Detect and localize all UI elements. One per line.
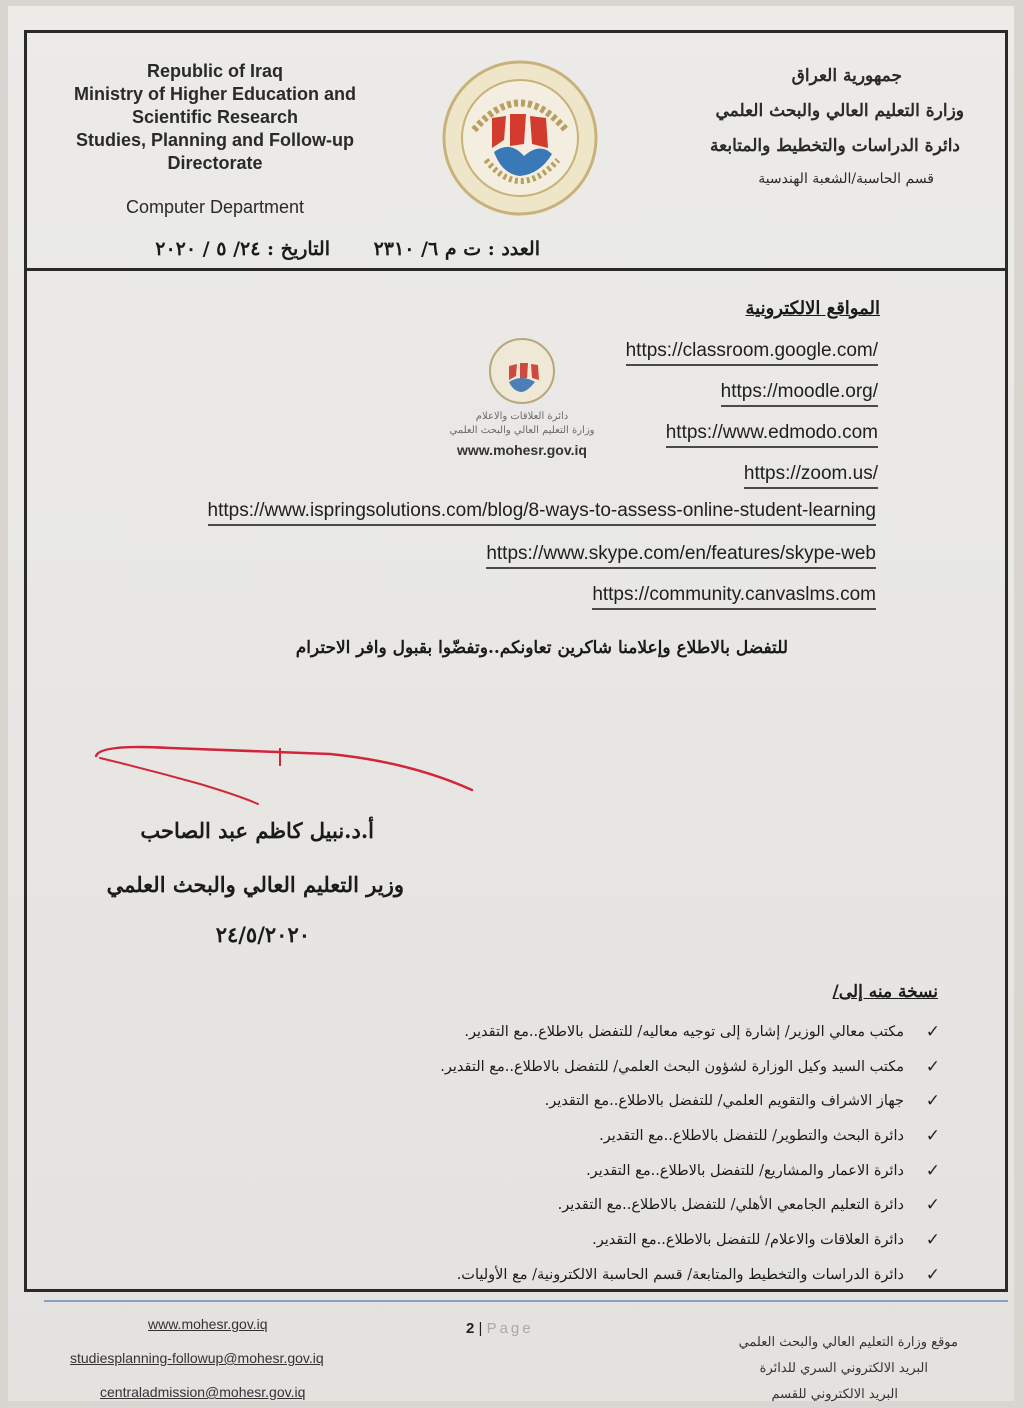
stamp-logo-icon — [487, 336, 557, 406]
copy-recipient: دائرة التعليم الجامعي الأهلي/ للتفضل بالاطلاع..مع التقدير. — [557, 1197, 904, 1214]
footer-ar-line: البريد الالكتروني السري للدائرة — [759, 1361, 928, 1376]
checkmark-icon: ✓ — [925, 1126, 940, 1147]
page-number-value: 2 — [466, 1320, 475, 1337]
copy-recipient: دائرة الاعمار والمشاريع/ للتفضل بالاطلاع..مع التقدير. — [586, 1162, 904, 1179]
page-number — [466, 1320, 534, 1337]
reference-line — [60, 238, 980, 268]
link-zoom[interactable]: https://zoom.us/ — [744, 463, 878, 489]
signature-icon — [90, 740, 490, 820]
signer-title: وزير التعليم العالي والبحث العلمي — [106, 872, 404, 897]
closing-thanks: للتفضل بالاطلاع وإعلامنا شاكرين تعاونكم..وتفضّوا بقبول وافر الاحترام — [295, 638, 788, 658]
ar-section: قسم الحاسبة/الشعبة الهندسية — [758, 171, 934, 187]
header-divider — [24, 268, 1008, 271]
en-department: Computer Department — [125, 197, 305, 217]
reference-number: العدد : ت م ٦/ ٢٣١٠ — [373, 238, 540, 260]
footer-divider — [44, 1300, 1008, 1302]
checkmark-icon: ✓ — [925, 1264, 940, 1285]
websites-title: المواقع الالكترونية — [745, 298, 880, 319]
footer-ar-line: البريد الالكتروني للقسم — [771, 1387, 898, 1402]
footer-arabic-labels — [658, 1330, 958, 1408]
page-separator: | — [474, 1320, 487, 1337]
checkmark-icon: ✓ — [925, 1195, 940, 1216]
link-ispring[interactable]: https://www.ispringsolutions.com/blog/8-ways-to-assess-online-student-learning — [208, 500, 876, 526]
ministry-logo-icon — [440, 56, 600, 220]
en-line: Scientific Research — [131, 107, 299, 127]
link-google-classroom[interactable]: https://classroom.google.com/ — [626, 340, 878, 366]
link-moodle[interactable]: https://moodle.org/ — [721, 381, 878, 407]
list-item — [284, 1056, 940, 1092]
reference-date: التاريخ : ٢٤/ ٥ / ٢٠٢٠ — [155, 238, 330, 260]
copy-recipient: دائرة البحث والتطوير/ للتفضل بالاطلاع..مع التقدير. — [599, 1128, 904, 1145]
copies-list — [284, 1022, 940, 1300]
ar-country: جمهورية العراق — [791, 66, 902, 86]
list-item — [284, 1022, 940, 1057]
checkmark-icon: ✓ — [925, 1091, 940, 1112]
link-canvas[interactable]: https://community.canvaslms.com — [592, 584, 876, 610]
stamp-line2: وزارة التعليم العالي والبحث العلمي — [449, 425, 595, 436]
checkmark-icon: ✓ — [925, 1230, 940, 1251]
arabic-letterhead — [664, 66, 964, 202]
signature-date: ٢٤/٥/٢٠٢٠ — [215, 922, 310, 947]
checkmark-icon: ✓ — [925, 1056, 940, 1077]
link-skype[interactable]: https://www.skype.com/en/features/skype-web — [486, 543, 876, 569]
en-line: Republic of Iraq — [146, 61, 283, 81]
ar-ministry: وزارة التعليم العالي والبحث العلمي — [715, 101, 964, 121]
link-edmodo[interactable]: https://www.edmodo.com — [666, 422, 878, 448]
signer-name: أ.د.نبيل كاظم عبد الصاحب — [140, 818, 374, 843]
copy-recipient: مكتب السيد وكيل الوزارة لشؤون البحث العلمي/ للتفضل بالاطلاع..مع التقدير. — [440, 1058, 904, 1075]
stamp-line1: دائرة العلاقات والاعلام — [475, 411, 569, 422]
stamp-url: www.mohesr.gov.iq — [457, 442, 587, 458]
copies-title: نسخة منه إلى/ — [832, 982, 938, 1002]
footer-directorate-email-link[interactable]: studiesplanning-followup@mohesr.gov.iq — [70, 1350, 324, 1366]
list-item — [284, 1091, 940, 1126]
en-line: Directorate — [167, 153, 263, 173]
list-item — [284, 1160, 940, 1196]
checkmark-icon: ✓ — [925, 1022, 940, 1042]
list-item — [284, 1230, 940, 1265]
copy-recipient: دائرة العلاقات والاعلام/ للتفضل بالاطلاع..مع التقدير. — [592, 1232, 904, 1249]
list-item — [284, 1264, 940, 1300]
page-word: Page — [486, 1320, 534, 1337]
footer-ar-line: موقع وزارة التعليم العالي والبحث العلمي — [738, 1335, 958, 1350]
list-item — [284, 1195, 940, 1230]
en-line: Studies, Planning and Follow-up — [76, 130, 354, 150]
list-item — [284, 1126, 940, 1161]
media-stamp — [422, 336, 622, 458]
copy-recipient: جهاز الاشراف والتقويم العلمي/ للتفضل بالاطلاع..مع التقدير. — [544, 1093, 904, 1110]
footer-department-email-link[interactable]: centraladmission@mohesr.gov.iq — [100, 1384, 306, 1400]
copy-recipient: مكتب معالي الوزير/ إشارة إلى توجيه معاليه/ للتفضل بالاطلاع..مع التقدير. — [464, 1024, 904, 1040]
checkmark-icon: ✓ — [925, 1160, 940, 1181]
copy-recipient: دائرة الدراسات والتخطيط والمتابعة/ قسم الحاسبة الالكترونية/ مع الأوليات. — [456, 1266, 904, 1283]
en-line: Ministry of Higher Education and — [73, 84, 356, 104]
footer-website-link[interactable]: www.mohesr.gov.iq — [148, 1316, 268, 1332]
ar-directorate: دائرة الدراسات والتخطيط والمتابعة — [710, 136, 960, 156]
english-letterhead — [50, 60, 380, 175]
